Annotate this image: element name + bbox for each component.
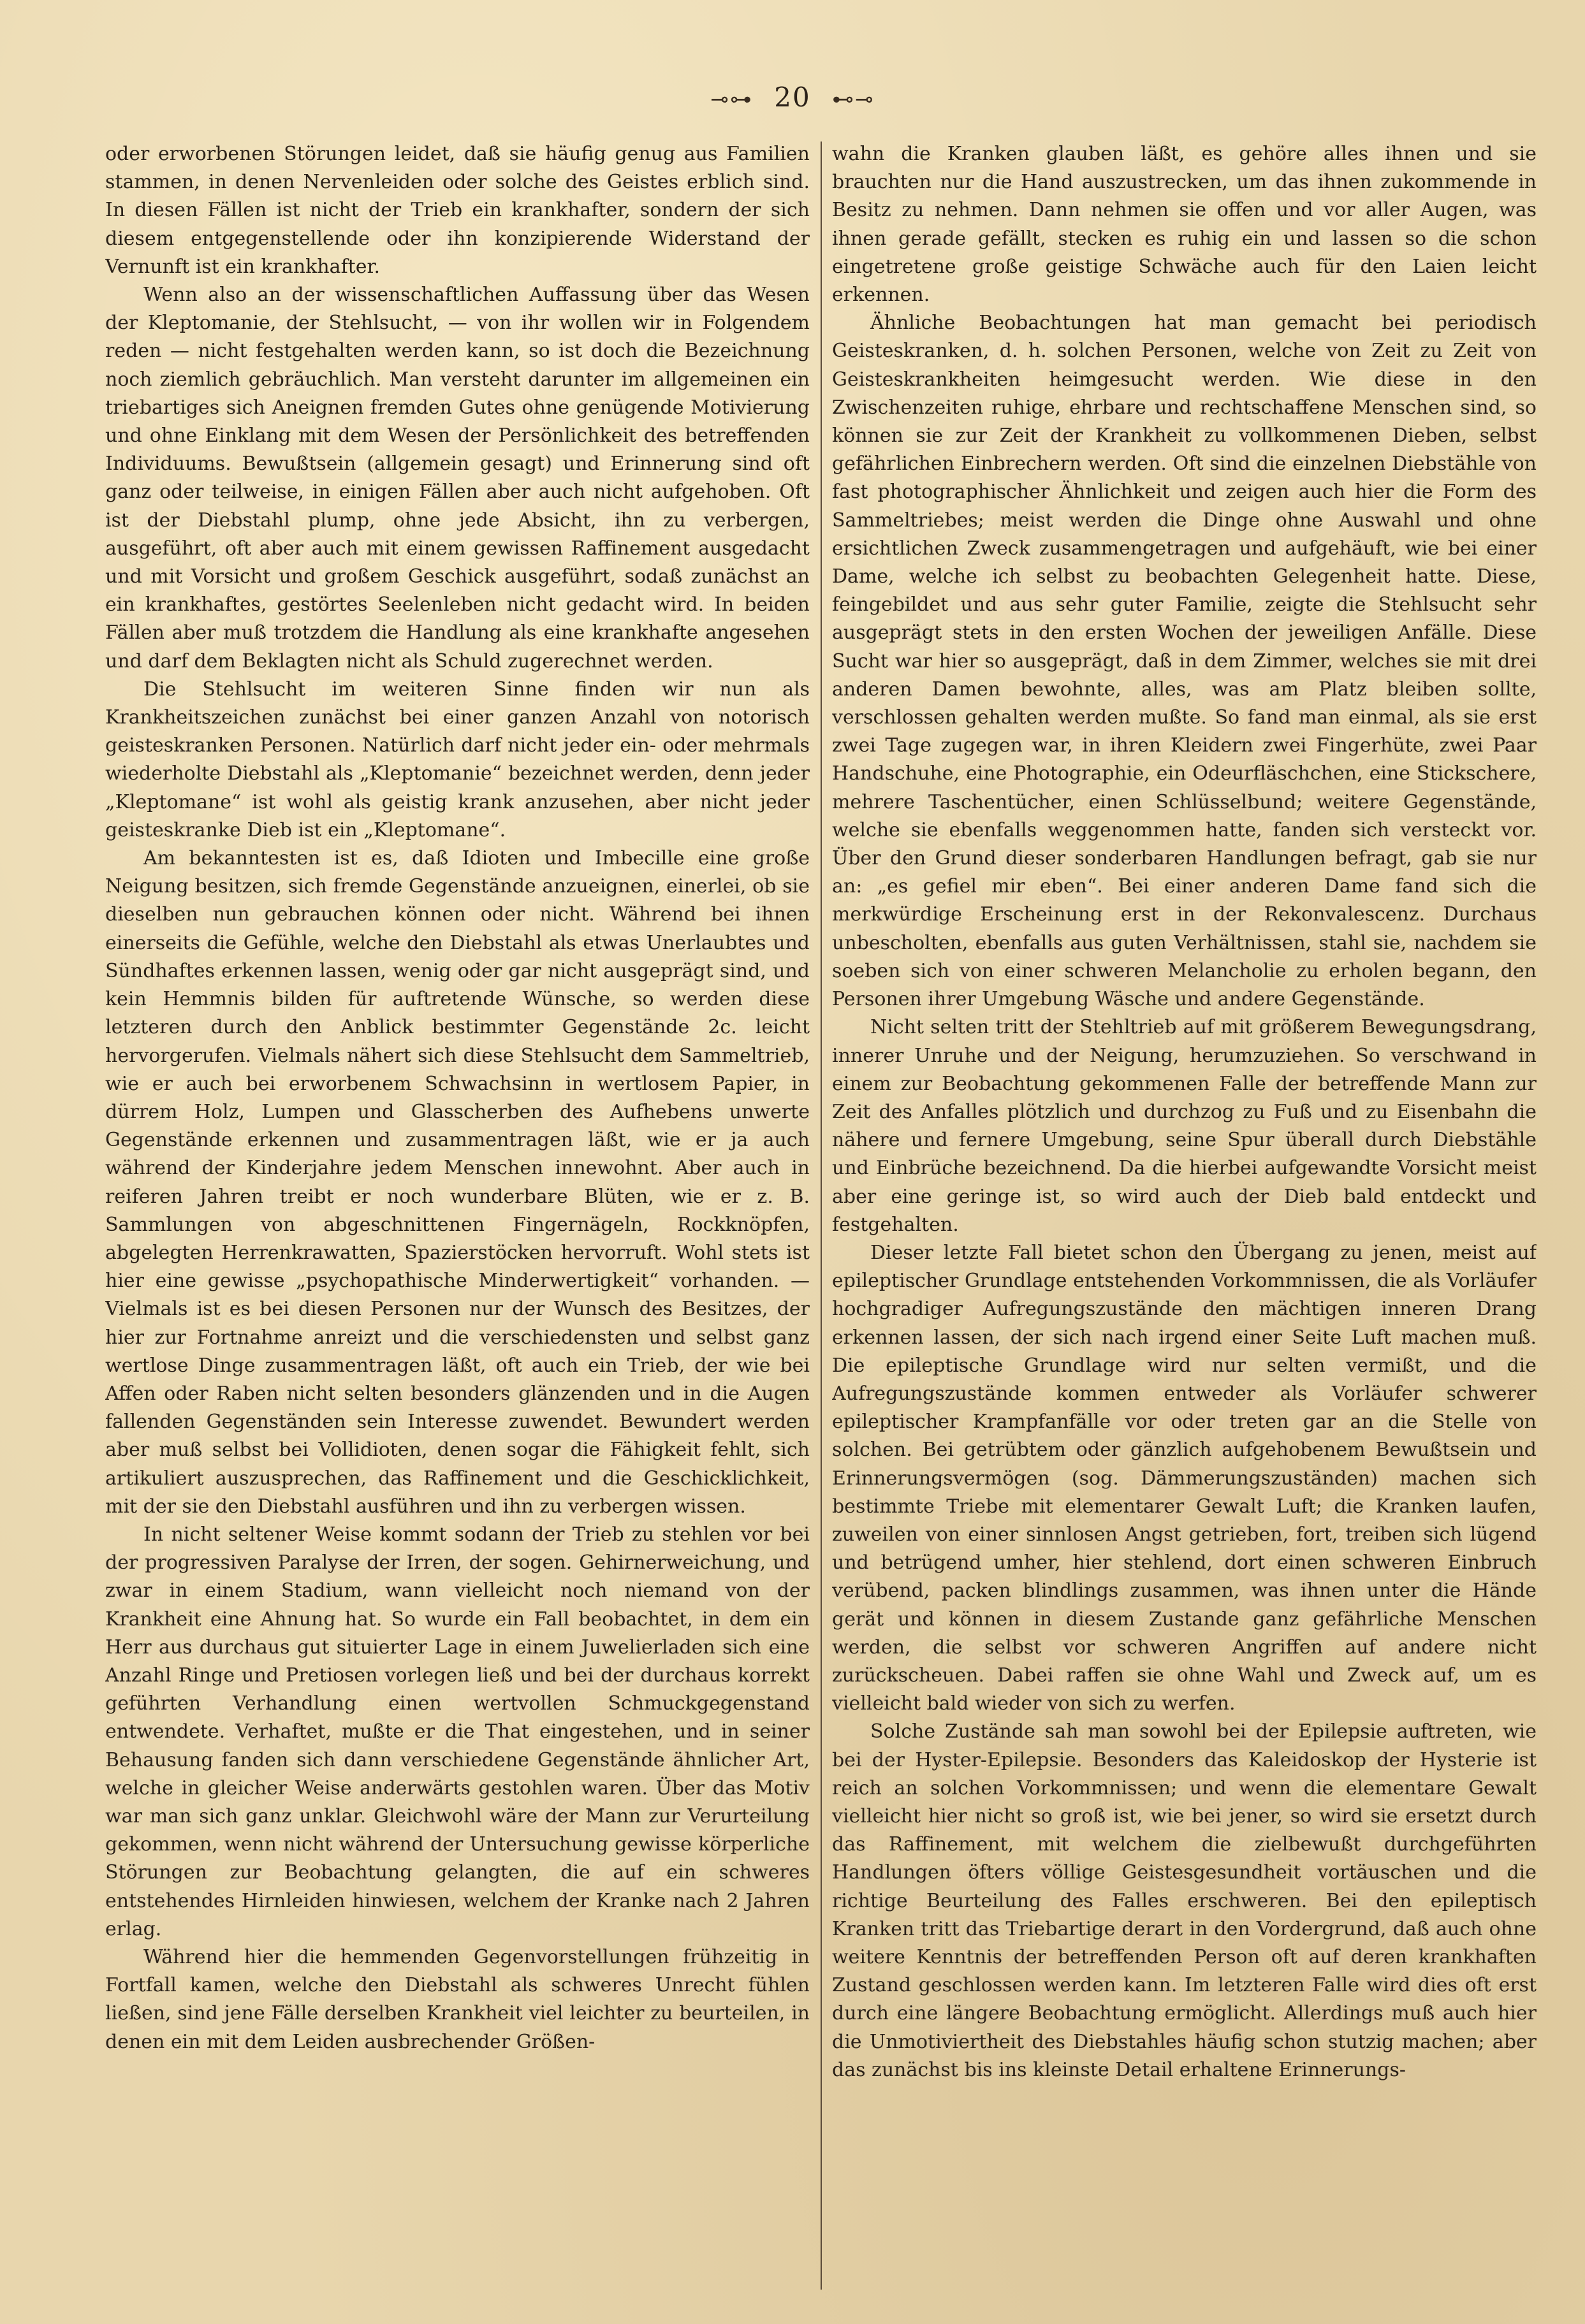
right-column <box>832 140 1537 2295</box>
right-ornament-icon: ⊷⊸ <box>832 87 875 112</box>
paragraph: Am bekanntesten ist es, daß Idioten und Imbecille eine große Neigung besitzen, sich fremde Gegenstände anzueignen, einerlei, ob sie dieselben nun gebrauchen können oder nicht. Während bei ihnen einerseits die Gefühle, welche den Diebstahl als etwas Unerlaubtes und Sündhaftes erkennen lassen, wenig oder gar nicht ausgeprägt sind, und kein Hemmnis bilden für auftretende Wünsche, so werden diese letzteren durch den Anblick bestimmter Gegenstände 2c. leicht hervorgerufen. Vielmals nähert sich diese Stehlsucht dem Sammeltrieb, wie er auch bei erworbenem Schwachsinn in wertlosem Papier, in dürrem Holz, Lumpen und Glasscherben des Aufhebens unwerte Gegenstände erkennen und zusammentragen läßt, wie er ja auch während der Kinderjahre jedem Menschen innewohnt. Aber auch in reiferen Jahren treibt er noch wunderbare Blüten, wie er z. B. Sammlungen von abgeschnittenen Fingernägeln, Rockknöpfen, abgelegten Herrenkrawatten, Spazierstöcken hervorruft. Wohl stets ist hier eine gewisse „psychopathische Minderwertigkeit“ vorhanden. — Vielmals ist es bei diesen Personen nur der Wunsch des Besitzes, der hier zur Fortnahme anreizt und die verschiedensten und selbst ganz wertlose Dinge zusammentragen läßt, oft auch ein Trieb, der wie bei Affen oder Raben nicht selten besonders glänzenden und in die Augen fallenden Gegenständen sein Interesse zuwendet. Bewundert werden aber muß selbst bei Vollidioten, denen sogar die Fähigkeit fehlt, sich artikuliert auszusprechen, das Raffinement und die Geschicklichkeit, mit der sie den Diebstahl ausführen und ihn zu verbergen wissen. <box>105 847 810 1518</box>
paragraph: Wenn also an der wissenschaftlichen Auffassung über das Wesen der Kleptomanie, der Stehlsucht, — von ihr wollen wir in Folgendem reden — nicht festgehalten werden kann, so ist doch die Bezeichnung noch ziemlich gebräuchlich. Man versteht darunter im allgemeinen ein triebartiges sich Aneignen fremden Gutes ohne genügende Motivierung und ohne Einklang mit dem Wesen der Persönlichkeit des betreffenden Individuums. Bewußtsein (allgemein gesagt) und Erinnerung sind oft ganz oder teilweise, in einigen Fällen aber auch nicht aufgehoben. Oft ist der Diebstahl plump, ohne jede Absicht, ihn zu verbergen, ausgeführt, oft aber auch mit einem gewissen Raffinement ausgedacht und mit Vorsicht und großem Geschick ausgeführt, sodaß zunächst an ein krankhaftes, gestörtes Seelenleben nicht gedacht wird. In beiden Fällen aber muß trotzdem die Handlung als eine krankhafte angesehen und darf dem Beklagten nicht als Schuld zugerechnet werden. <box>105 284 810 672</box>
paragraph: Während hier die hemmenden Gegenvorstellungen frühzeitig in Fortfall kamen, welche den Diebstahl als schweres Unrecht fühlen ließen, sind jene Fälle derselben Krankheit viel leichter zu beurteilen, in denen ein mit dem Leiden ausbrechender Größen- <box>105 1946 810 2053</box>
page-header <box>0 82 1585 113</box>
column-divider <box>821 142 822 2290</box>
paragraph: Die Stehlsucht im weiteren Sinne finden wir nun als Krankheitszeichen zunächst bei einer ganzen Anzahl von notorisch geisteskranken Personen. Natürlich darf nicht jeder ein- oder mehrmals wiederholte Diebstahl als „Kleptomanie“ bezeichnet werden, denn jeder „Kleptomane“ ist wohl als geistig krank anzusehen, aber nicht jeder geisteskranke Dieb ist ein „Kleptomane“. <box>105 678 810 841</box>
paragraph: Dieser letzte Fall bietet schon den Übergang zu jenen, meist auf epileptischer Grundlage entstehenden Vorkommnissen, die als Vorläufer hochgradiger Aufregungszustände den mächtigen inneren Drang erkennen lassen, der sich nach irgend einer Seite Luft machen muß. Die epileptische Grundlage wird nur selten vermißt, und die Aufregungszustände kommen entweder als Vorläufer schwerer epileptischer Krampfanfälle vor oder treten gar an die Stelle von solchen. Bei getrübtem oder gänzlich aufgehobenem Bewußtsein und Erinnerungsvermögen (sog. Dämmerungszuständen) machen sich bestimmte Triebe mit elementarer Gewalt Luft; die Kranken laufen, zuweilen von einer sinnlosen Angst getrieben, fort, treiben sich lügend und betrügend umher, hier stehlend, dort einen schweren Einbruch verübend, packen blindlings zusammen, was ihnen unter die Hände gerät und können in diesem Zustande ganz gefährliche Menschen werden, die selbst vor schweren Angriffen auf andere nicht zurückscheuen. Dabei raffen sie ohne Wahl und Zweck auf, um es vielleicht bald wieder von sich zu werfen. <box>832 1241 1537 1715</box>
paragraph: wahn die Kranken glauben läßt, es gehöre alles ihnen und sie brauchten nur die Hand auszustrecken, um das ihnen zukommende in Besitz zu nehmen. Dann nehmen sie offen und vor aller Augen, was ihnen gerade gefällt, stecken es ruhig ein und lassen so die schon eingetretene große geistige Schwäche auch für den Laien leicht erkennen. <box>832 143 1537 307</box>
left-column <box>105 140 810 2295</box>
paragraph: Nicht selten tritt der Stehltrieb auf mit größerem Bewegungsdrang, innerer Unruhe und der Neigung, herumzuziehen. So verschwand in einem zur Beobachtung gekommenen Falle der betreffende Mann zur Zeit des Anfalles plötzlich und durchzog zu Fuß und zu Eisenbahn die nähere und fernere Umgebung, seine Spur überall durch Diebstähle und Einbrüche bezeichnend. Da die hierbei aufgewandte Vorsicht meist aber eine geringe ist, so wird auch der Dieb bald entdeckt und festgehalten. <box>832 1016 1537 1236</box>
paragraph: Solche Zustände sah man sowohl bei der Epilepsie auftreten, wie bei der Hyster-Epilepsie. Besonders das Kaleidoskop der Hysterie ist reich an solchen Vorkommnissen; und wenn die elementare Gewalt vielleicht hier nicht so groß ist, wie bei jener, so wird sie ersetzt durch das Raffinement, mit welchem die zielbewußt durchgeführten Handlungen öfters völlige Geistesgesundheit vortäuschen und die richtige Beurteilung des Falles erschweren. Bei den epileptisch Kranken tritt das Triebartige derart in den Vordergrund, daß auch ohne weitere Kenntnis der betreffenden Person oft auf deren krankhaften Zustand geschlossen werden kann. Im letzteren Falle wird dies oft erst durch eine längere Beobachtung ermöglicht. Allerdings muß auch hier die Unmotiviertheit des Diebstahles häufig schon stutzig machen; aber das zunächst bis ins kleinste Detail erhaltene Erinnerungs- <box>832 1720 1537 2081</box>
paragraph: Ähnliche Beobachtungen hat man gemacht bei periodisch Geisteskranken, d. h. solchen Personen, welche von Zeit zu Zeit von Geisteskrankheiten heimgesucht werden. Wie diese in den Zwischenzeiten ruhige, ehrbare und rechtschaffene Menschen sind, so können sie zur Zeit der Krankheit zu vollkommenen Dieben, selbst gefährlichen Einbrechern werden. Oft sind die einzelnen Diebstähle von fast photographischer Ähnlichkeit und zeigen auch hier die Form des Sammeltriebes; meist werden die Dinge ohne Auswahl und ohne ersichtlichen Zweck zusammengetragen und aufgehäuft, wie bei einer Dame, welche ich selbst zu beobachten Gelegenheit hatte. Diese, feingebildet und aus sehr guter Familie, zeigte die Stehlsucht sehr ausgeprägt stets in den ersten Wochen der jeweiligen Anfälle. Diese Sucht war hier so ausgeprägt, daß in dem Zimmer, welches sie mit drei anderen Damen bewohnte, alles, was am Platz bleiben sollte, verschlossen gehalten werden mußte. So fand man einmal, als sie erst zwei Tage zugegen war, in ihren Kleidern zwei Fingerhüte, zwei Paar Handschuhe, eine Photographie, ein Odeurfläschchen, eine Stickschere, mehrere Taschentücher, einen Schlüsselbund; weitere Gegenstände, welche sie ebenfalls weggenommen hatte, fanden sich versteckt vor. Über den Grund dieser sonderbaren Handlungen befragt, gab sie nur an: „es gefiel mir eben“. Bei einer anderen Dame fand sich die merkwürdige Erscheinung erst in der Rekonvalescenz. Durchaus unbescholten, ebenfalls aus guten Verhältnissen, stahl sie, nachdem sie soeben sich von einer schweren Melancholie zu erholen begann, den Personen ihrer Umgebung Wäsche und andere Gegenstände. <box>832 312 1537 1011</box>
left-ornament-icon: ⊸⊶ <box>710 87 753 112</box>
paragraph: oder erworbenen Störungen leidet, daß sie häufig genug aus Familien stammen, in denen Nervenleiden oder solche des Geistes erblich sind. In diesen Fällen ist nicht der Trieb ein krankhafter, sondern der sich diesem entgegenstellende oder ihn konzipierende Widerstand der Vernunft ist ein krankhafter. <box>105 143 810 278</box>
page-number: 20 <box>774 82 811 113</box>
paragraph: In nicht seltener Weise kommt sodann der Trieb zu stehlen vor bei der progressiven Paralyse der Irren, der sogen. Gehirnerweichung, und zwar in einem Stadium, wann vielleicht noch niemand von der Krankheit eine Ahnung hat. So wurde ein Fall beobachtet, in dem ein Herr aus durchaus gut situierter Lage in einem Juwelierladen sich eine Anzahl Ringe und Pretiosen vorlegen ließ und bei der durchaus korrekt geführten Verhandlung einen wertvollen Schmuckgegenstand entwendete. Verhaftet, mußte er die That eingestehen, und in seiner Behausung fanden sich dann verschiedene Gegenstände ähnlicher Art, welche in gleicher Weise anderwärts gestohlen waren. Über das Motiv war man sich ganz unklar. Gleichwohl wäre der Mann zur Verurteilung gekommen, wenn nicht während der Untersuchung gewisse körperliche Störungen zur Beobachtung gelangten, die auf ein schweres entstehendes Hirnleiden hinwiesen, welchem der Kranke nach 2 Jahren erlag. <box>105 1523 810 1940</box>
